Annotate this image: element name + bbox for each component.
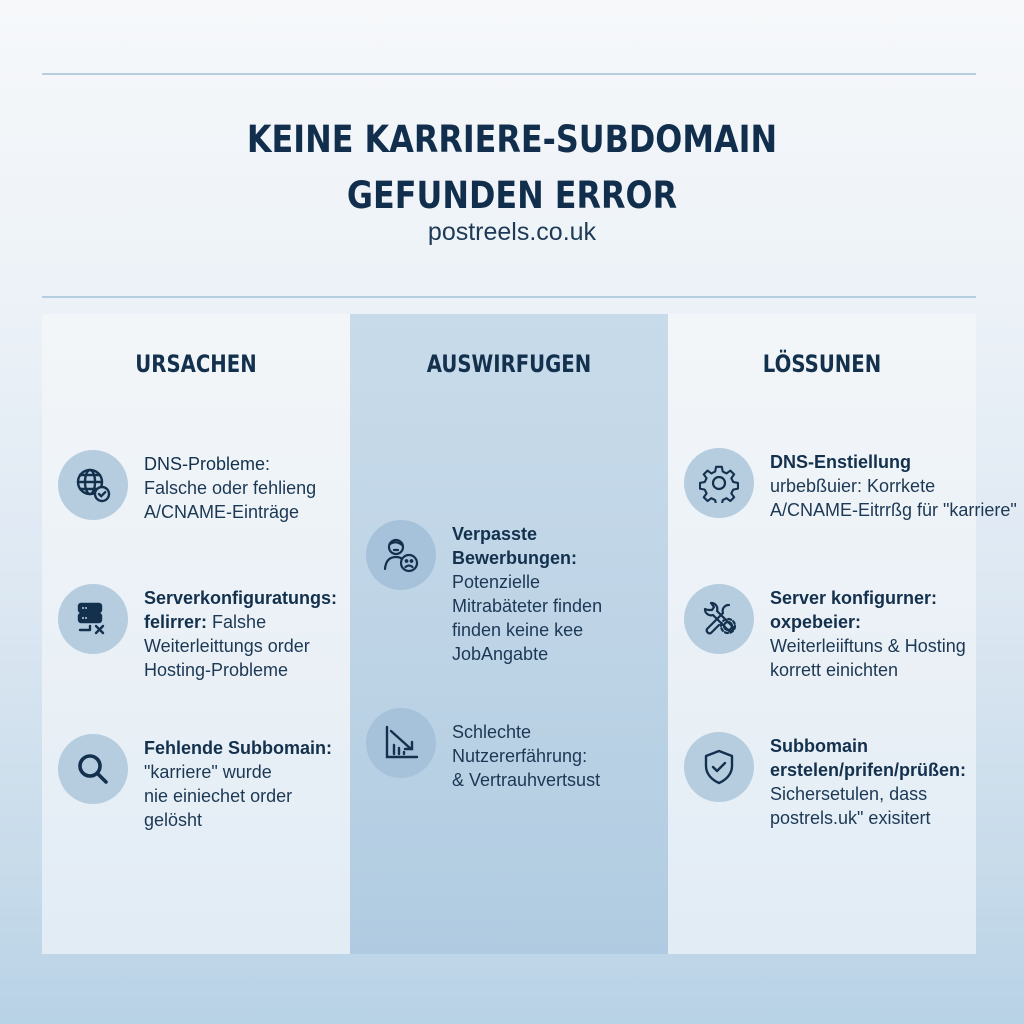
columns-container [42, 314, 1017, 954]
solution-item-server: Server konfigurner: oxpebeier: Weiterleiiftuns & Hosting korrett einichten [684, 584, 970, 682]
column-heading: AUSWIRFUGEN [426, 350, 592, 378]
solution-item-dns: DNS-Enstiellung urbebßuier: Korrkete A/CNAME-Eitrrßg für "karriere" [684, 448, 970, 522]
header-divider [42, 296, 976, 298]
column-causes [42, 314, 350, 954]
cause-item-dns: DNS-Probleme: Falsche oder fehlieng A/CNAME-Einträge [58, 450, 344, 524]
declining-chart-icon [366, 708, 436, 778]
column-solutions [668, 314, 1017, 954]
page-title [72, 112, 953, 224]
server-error-icon [58, 584, 128, 654]
search-icon [58, 734, 128, 804]
sad-user-icon [366, 520, 436, 590]
solution-item-subdomain: Subbomain erstelen/prifen/prüßen: Sichersetulen, dass postrels.uk" exisitert [684, 732, 970, 830]
tools-icon [684, 584, 754, 654]
title-line-1: KEINE KARRIERE-SUBDOMAIN [246, 118, 778, 161]
cause-item-subdomain: Fehlende Subbomain: "karriere" wurde nie einiechet order gelösht [58, 734, 344, 832]
column-heading: LÖSSUNEN [762, 350, 882, 378]
cause-item-server: Serverkonfiguratungs: felirrer: Falshe Weiterleittungs order Hosting-Probleme [58, 584, 344, 682]
domain-subtitle: postreels.co.uk [427, 218, 597, 246]
shield-check-icon [684, 732, 754, 802]
impact-item-applications: Verpasste Bewerbungen: Potenzielle Mitrabäteter finden finden keine kee JobAngabte [366, 520, 662, 666]
top-divider [42, 73, 976, 75]
column-heading: URSACHEN [135, 350, 257, 378]
title-line-2: GEFUNDEN ERROR [346, 174, 678, 217]
impact-item-user-experience: Schlechte Nutzererfährung: & Vertrauhvertsust [366, 708, 662, 792]
globe-check-icon [58, 450, 128, 520]
gear-icon [684, 448, 754, 518]
column-impacts [350, 314, 668, 954]
